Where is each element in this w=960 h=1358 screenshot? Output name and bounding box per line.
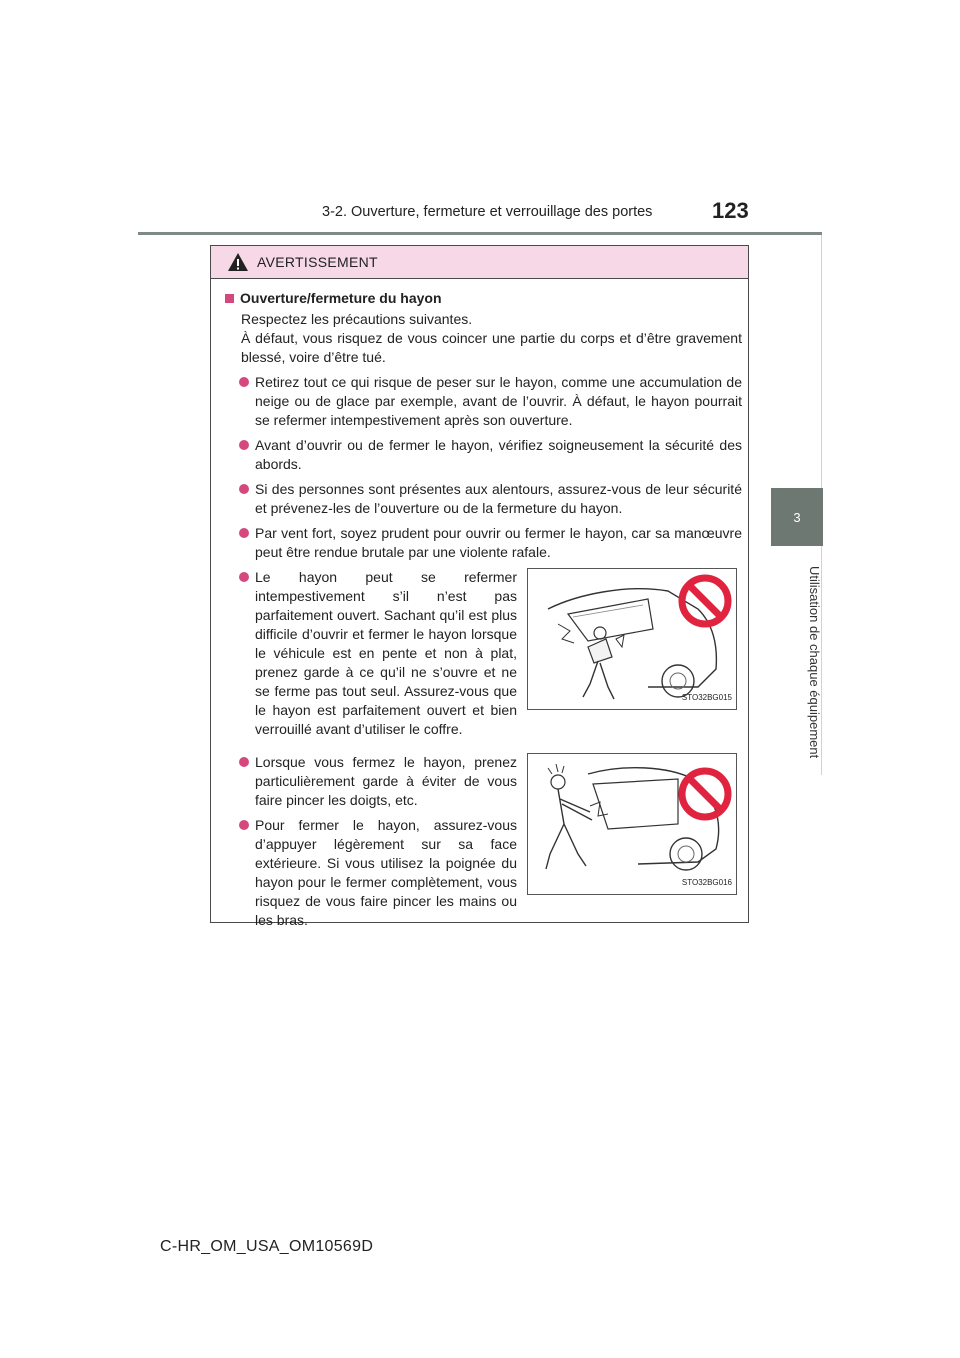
figure-code: STO32BG015 [681, 693, 732, 702]
bullet-list [225, 373, 742, 562]
bullet-text: Si des personnes sont présentes aux alentours, assurez-vous de leur sécurité et prévenez-les de l’ouverture ou de la fermeture du hayon. [255, 481, 742, 516]
bullet-text: Avant d’ouvrir ou de fermer le hayon, vérifiez soigneusement la sécurité des abords. [255, 437, 742, 472]
circle-bullet-icon [239, 440, 249, 450]
circle-bullet-icon [239, 572, 249, 582]
warning-header [211, 246, 748, 279]
circle-bullet-icon [239, 484, 249, 494]
illustration-tailgate-closing [527, 568, 737, 710]
figure-row-text [225, 753, 517, 936]
section-heading [225, 289, 742, 308]
list-item [225, 480, 742, 518]
warning-box [210, 245, 749, 928]
warning-content [211, 279, 748, 936]
circle-bullet-icon [239, 528, 249, 538]
bullet-text: Par vent fort, soyez prudent pour ouvrir ou fermer le hayon, car sa manœuvre peut être rendue brutale par une violente rafale. [255, 525, 742, 560]
chapter-title: Utilisation de chaque équipement [807, 565, 822, 759]
document-code: C-HR_OM_USA_OM10569D [160, 1238, 374, 1255]
header-rule [138, 232, 822, 235]
bullet-text: Retirez tout ce qui risque de peser sur le hayon, comme une accumulation de neige ou de glace par exemple, avant de l’ouvrir. À défaut, le hayon pourrait se refermer intempestivement après son ouverture. [255, 374, 742, 428]
circle-bullet-icon [239, 820, 249, 830]
figure-row-text [225, 568, 517, 745]
figure-code: STO32BG016 [681, 878, 732, 887]
square-bullet-icon [225, 294, 234, 303]
section-header: 3-2. Ouverture, fermeture et verrouillage des portes [322, 204, 653, 220]
warning-triangle-icon [227, 252, 249, 272]
chapter-number: 3 [793, 509, 801, 525]
intro-line-1: Respectez les précautions suivantes. [241, 311, 473, 327]
warning-label: AVERTISSEMENT [257, 254, 378, 270]
list-item [225, 753, 517, 810]
circle-bullet-icon [239, 757, 249, 767]
page-number: 123 [712, 198, 749, 223]
chapter-tab [771, 488, 823, 546]
intro-line-2: À défaut, vous risquez de vous coincer une partie du corps et d’être gravement blessé, voire d’être tué. [241, 330, 742, 365]
list-item [225, 373, 742, 430]
list-item [225, 568, 517, 739]
illustration-finger-pinch [527, 753, 737, 895]
bullet-text: Pour fermer le hayon, assurez-vous d’appuyer légèrement sur sa face extérieure. Si vous utilisez la poignée du hayon pour le fermer complètement, vous risquez de vous faire pincer les mains ou les bras. [255, 817, 517, 928]
circle-bullet-icon [239, 377, 249, 387]
bullet-text: Le hayon peut se refermer intempestivement s’il n’est pas parfaitement ouvert. Sachant qu’il est plus difficile d’ouvrir et fermer le hayon lorsque le véhicule est en pente et non à plat, prenez garde à ce qu’il ne s’ouvre et ne se ferme pas tout seul. Assurez-vous que le hayon est parfaitement ouvert et bien verrouillé avant d’utiliser le coffre. [255, 569, 517, 737]
section-heading-text: Ouverture/fermeture du hayon [240, 290, 442, 306]
figure-row-2 [225, 753, 742, 936]
list-item [225, 436, 742, 474]
bullet-text: Lorsque vous fermez le hayon, prenez particulièrement garde à éviter de vous faire pincer les doigts, etc. [255, 754, 517, 808]
list-item [225, 816, 517, 930]
figure-row-1 [225, 568, 742, 745]
list-item [225, 524, 742, 562]
